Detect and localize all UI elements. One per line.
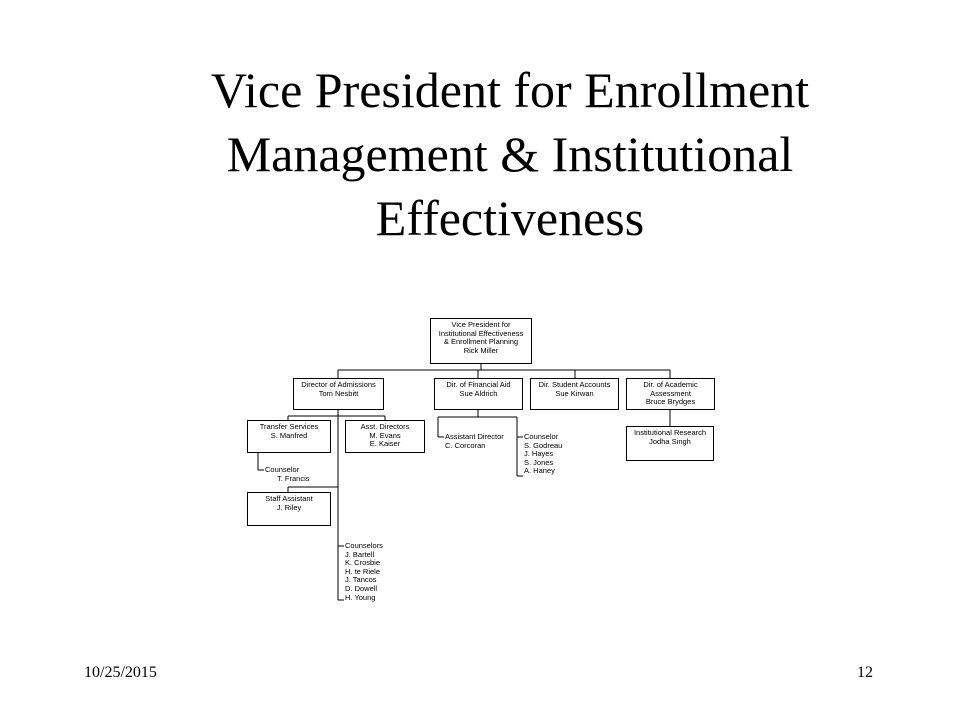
list-line: Counselors	[345, 541, 383, 550]
list-line: Counselor	[524, 432, 559, 441]
node-line: Assessment	[650, 388, 691, 398]
node-line: Vice President for	[451, 320, 511, 329]
node-line: Rick Miller	[463, 345, 499, 355]
title-line-1: Vice President for Enrollment	[210, 62, 810, 118]
list-line: J. Tancos	[345, 575, 377, 585]
node-line: Sue Kirwan	[555, 388, 594, 398]
node-staff-assistant	[247, 492, 331, 526]
node-institutional-research	[626, 426, 714, 461]
title-line-3: Effectiveness	[375, 190, 645, 246]
node-line: J. Riley	[276, 502, 302, 512]
node-line: Transfer Services	[259, 422, 319, 431]
node-director-financial-aid	[434, 378, 523, 410]
node-line: Institutional Effectiveness	[438, 328, 524, 338]
footer-date: 10/25/2015	[84, 664, 157, 681]
list-line: T. Francis	[277, 473, 310, 483]
footer-page-number: 12	[857, 664, 873, 681]
node-line: E. Kaiser	[369, 439, 401, 449]
node-director-student-accounts	[530, 378, 619, 410]
node-line: Dir. of Academic	[643, 380, 698, 389]
list-line: H. te Riele	[345, 566, 381, 576]
list-line: C. Corcoran	[445, 440, 486, 450]
list-line: J. Bartell	[345, 549, 375, 559]
list-line: A. Haney	[524, 466, 555, 476]
node-line: Dir. Student Accounts	[538, 380, 611, 389]
node-line: Bruce Brydges	[645, 397, 696, 407]
node-director-admissions	[293, 378, 384, 410]
node-line: Director of Admissions	[301, 380, 376, 389]
node-line: Asst. Directors	[360, 422, 410, 431]
list-line: S. Godreau	[524, 440, 563, 450]
list-line: H. Young	[345, 592, 376, 602]
list-line: Assistant Director	[445, 432, 504, 441]
node-line: Staff Assistant	[265, 494, 313, 503]
node-assistant-directors	[345, 420, 425, 453]
title-line-2: Management & Institutional	[226, 126, 794, 182]
list-fa-assistant-director	[445, 433, 504, 450]
list-line: Counselor	[265, 465, 300, 474]
list-line: D. Dowell	[345, 583, 378, 593]
list-fa-counselors	[524, 433, 562, 476]
node-line: Sue Aldrich	[459, 388, 498, 398]
node-line: Jodha Singh	[649, 436, 691, 446]
node-line: Tom Nesbitt	[318, 388, 359, 398]
node-line: & Enrollment Planning	[443, 337, 519, 347]
list-line: S. Jones	[524, 457, 554, 467]
node-director-academic-assessment	[626, 378, 715, 410]
node-line: Dir. of Financial Aid	[446, 380, 511, 389]
list-line: J. Hayes	[524, 449, 554, 459]
node-line: S. Manfred	[270, 430, 308, 440]
node-vice-president	[430, 318, 532, 364]
list-line: K. Crosbie	[345, 558, 381, 568]
node-line: M. Evans	[369, 430, 401, 440]
node-transfer-services	[247, 420, 331, 453]
list-transfer-counselor	[265, 466, 310, 483]
node-line: Institutional Research	[633, 428, 707, 437]
list-admissions-counselors	[345, 542, 383, 602]
